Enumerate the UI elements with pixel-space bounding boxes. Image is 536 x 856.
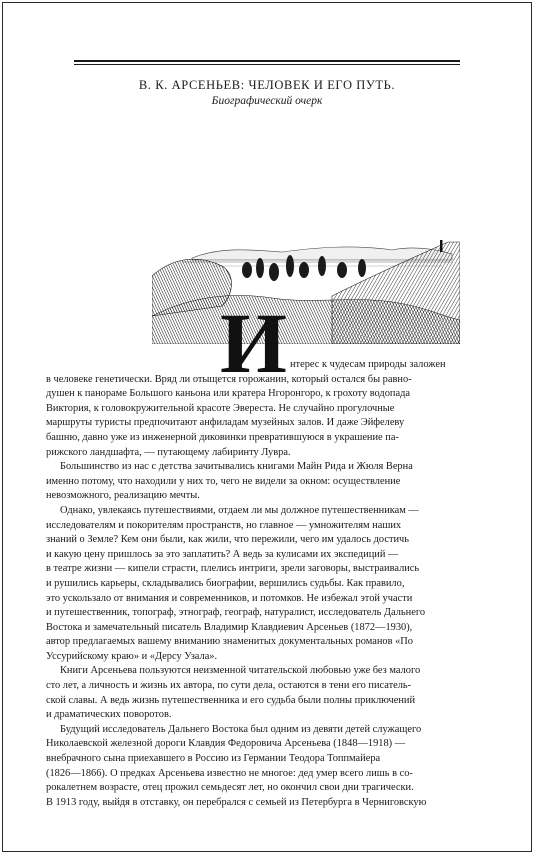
- text-line: Виктория, к головокружительной красоте Эвереста. Не случайно прогулочные: [46, 402, 395, 414]
- text-line: (1826—1866). О предках Арсеньева известно не многое: дед умер всего лишь в со-: [46, 767, 413, 779]
- body-text: [46, 358, 460, 810]
- landscape-engraving-icon: [152, 236, 460, 344]
- text-line: рокалетнем возрасте, отец прожил семьдесят лет, но окончил свои дни трагически.: [46, 782, 414, 794]
- header-rule-thick: [74, 60, 460, 62]
- text-line: В 1913 году, выйдя в отставку, он перебрался с семьей из Петербурга в Черниговскую: [46, 796, 427, 808]
- text-line: Книги Арсеньева пользуются неизменной читательской любовью уже без малого: [60, 665, 421, 677]
- text-line: это ускользало от внимания и современников, и потомков. Не избежал этой участи: [46, 592, 413, 604]
- text-line: сто лет, а личность и жизнь их автора, по сути дела, остаются в тени его писатель-: [46, 680, 412, 692]
- text-line: Однако, увлекаясь путешествиями, отдаем ли мы должное путешественникам —: [60, 504, 419, 516]
- header-rule-thin: [74, 64, 460, 65]
- text-line: рижского ландшафта, — путающему лабиринту Лувра.: [46, 446, 291, 458]
- text-line: автор предлагаемых вашему вниманию знаменитых документальных романов «По: [46, 636, 413, 648]
- text-line: в человеке генетически. Вряд ли отыщется горожанин, который остался бы равно-: [46, 373, 412, 385]
- text-line: внебрачного сына приехавшего в Россию из Германии Теодора Топпмайера: [46, 753, 381, 765]
- text-line: Николаевской железной дороги Клавдия Федоровича Арсеньева (1848—1918) —: [46, 738, 406, 750]
- text-line: и драматических поворотов.: [46, 709, 172, 721]
- text-line: Большинство из нас с детства зачитывались книгами Майн Рида и Жюля Верна: [60, 461, 413, 473]
- text-line: башню, давно уже из инженерной диковинки превратившуюся в украшение па-: [46, 431, 399, 443]
- text-line: в театре жизни — кипели страсти, плелись интриги, зрели заговоры, выстраивались: [46, 563, 420, 575]
- chapter-subtitle: Биографический очерк: [211, 95, 323, 107]
- text-line: именно потому, что находили у них то, чего не видели за окном: осуществление: [46, 475, 401, 487]
- text-line: Будущий исследователь Дальнего Востока был одним из девяти детей служащего: [60, 723, 422, 735]
- text-line: и рушились карьеры, складывались биографии, вершились судьбы. Как правило,: [46, 577, 405, 589]
- text-line: маршруты туристы предпочитают анфиладам музейных залов. И даже Эйфелеву: [46, 417, 405, 429]
- text-line: душен к панораме Большого каньона или кратера Нгоронгоро, к грохоту водопада: [46, 388, 410, 400]
- drop-cap: И: [220, 295, 287, 391]
- text-line: исследователям и покорителям пространств, но главное — умножителям наших: [46, 519, 402, 531]
- text-line: и какую цену пришлось за это заплатить? А ведь за кулисами их экспедиций —: [46, 548, 399, 560]
- text-line: знаний о Земле? Кем они были, как жили, что пережили, чего им удалось достичь: [46, 534, 410, 546]
- text-line: нтерес к чудесам природы заложен: [290, 359, 446, 370]
- text-line: Уссурийскому краю» и «Дерсу Узала».: [46, 650, 218, 662]
- text-line: ской славы. А ведь жизнь путешественника и его судьба были полны приключений: [46, 694, 416, 706]
- text-line: Востока и замечательный писатель Владимир Клавдиевич Арсеньев (1872—1930),: [46, 621, 413, 633]
- text-line: невозможного, реализацию мечты.: [46, 490, 200, 502]
- chapter-title: В. К. АРСЕНЬЕВ: ЧЕЛОВЕК И ЕГО ПУТЬ.: [138, 78, 396, 92]
- text-line: и путешественник, топограф, этнограф, географ, натуралист, исследователь Дальнего: [46, 607, 426, 619]
